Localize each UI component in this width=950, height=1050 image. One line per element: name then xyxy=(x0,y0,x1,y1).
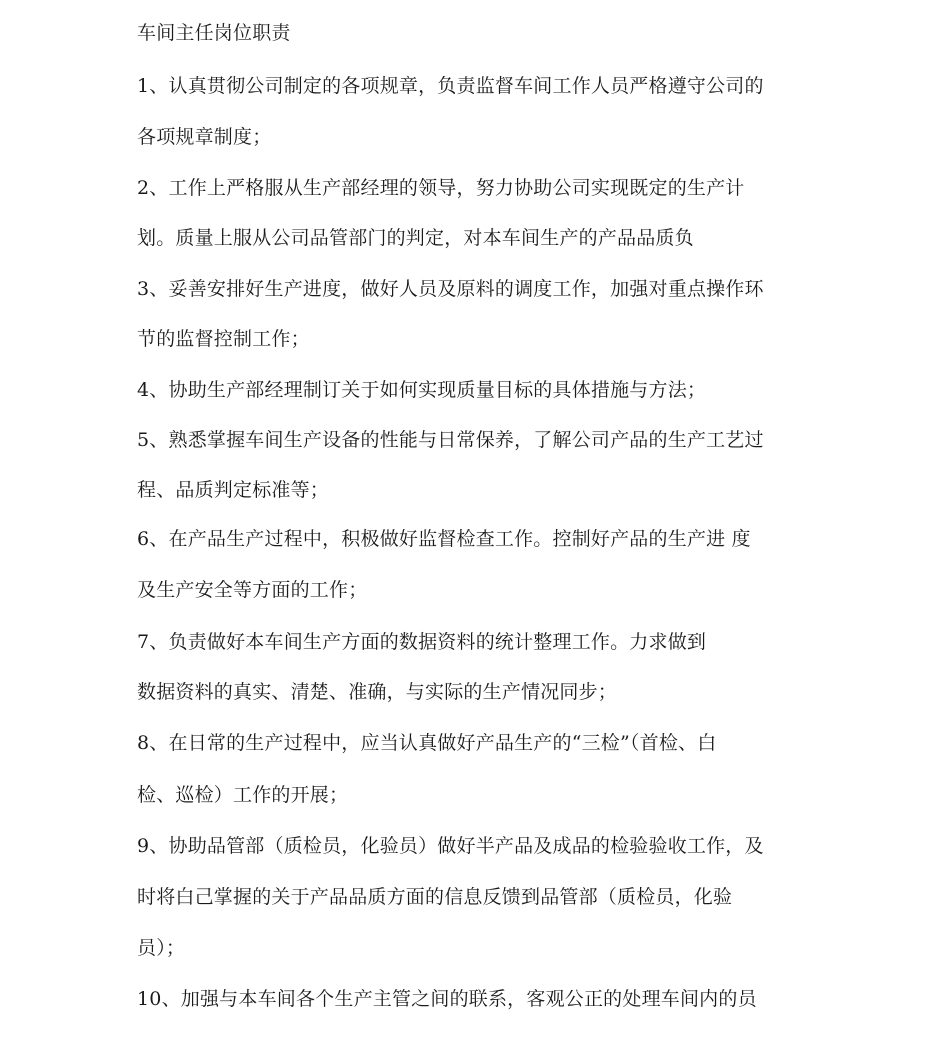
text-line: 9、协助品管部（质检员，化验员）做好半产品及成品的检验验收工作，及 xyxy=(137,835,764,857)
text-line: 检、巡检）工作的开展； xyxy=(137,784,349,806)
text-line: 4、协助生产部经理制订关于如何实现质量目标的具体措施与方法； xyxy=(137,379,707,401)
text-line: 2、工作上严格服从生产部经理的领导，努力协助公司实现既定的生产计 xyxy=(137,177,745,199)
text-line: 节的监督控制工作； xyxy=(137,328,310,350)
text-line: 及生产安全等方面的工作； xyxy=(137,579,368,601)
text-line: 7、负责做好本车间生产方面的数据资料的统计整理工作。力求做到 xyxy=(137,631,707,653)
text-line: 1、认真贯彻公司制定的各项规章，负责监督车间工作人员严格遵守公司的 xyxy=(137,75,764,97)
text-line: 各项规章制度； xyxy=(137,126,272,148)
text-line: 6、在产品生产过程中，积极做好监督检查工作。控制好产品的生产进 度 xyxy=(137,528,751,550)
text-line: 划。质量上服从公司品管部门的判定，对本车间生产的产品品质负 xyxy=(137,227,694,249)
text-line: 程、品质判定标准等； xyxy=(137,479,330,501)
text-line: 数据资料的真实、清楚、准确，与实际的生产情况同步； xyxy=(137,681,618,703)
text-line: 时将白己掌握的关于产品品质方面的信息反馈到品管部（质检员，化验 xyxy=(137,886,733,908)
text-line: 5、熟悉掌握车间生产设备的性能与日常保养，了解公司产品的生产工艺过 xyxy=(137,429,764,451)
text-line: 8、在日常的生产过程中，应当认真做好产品生产的“三检”（首检、白 xyxy=(137,732,717,754)
text-line: 3、妥善安排好生产进度，做好人员及原料的调度工作，加强对重点操作环 xyxy=(137,278,764,300)
text-line: 10、加强与本车间各个生产主管之间的联系，客观公正的处理车间内的员 xyxy=(137,988,757,1010)
document-title: 车间主任岗位职责 xyxy=(137,22,291,44)
text-line: 员）； xyxy=(137,937,186,959)
